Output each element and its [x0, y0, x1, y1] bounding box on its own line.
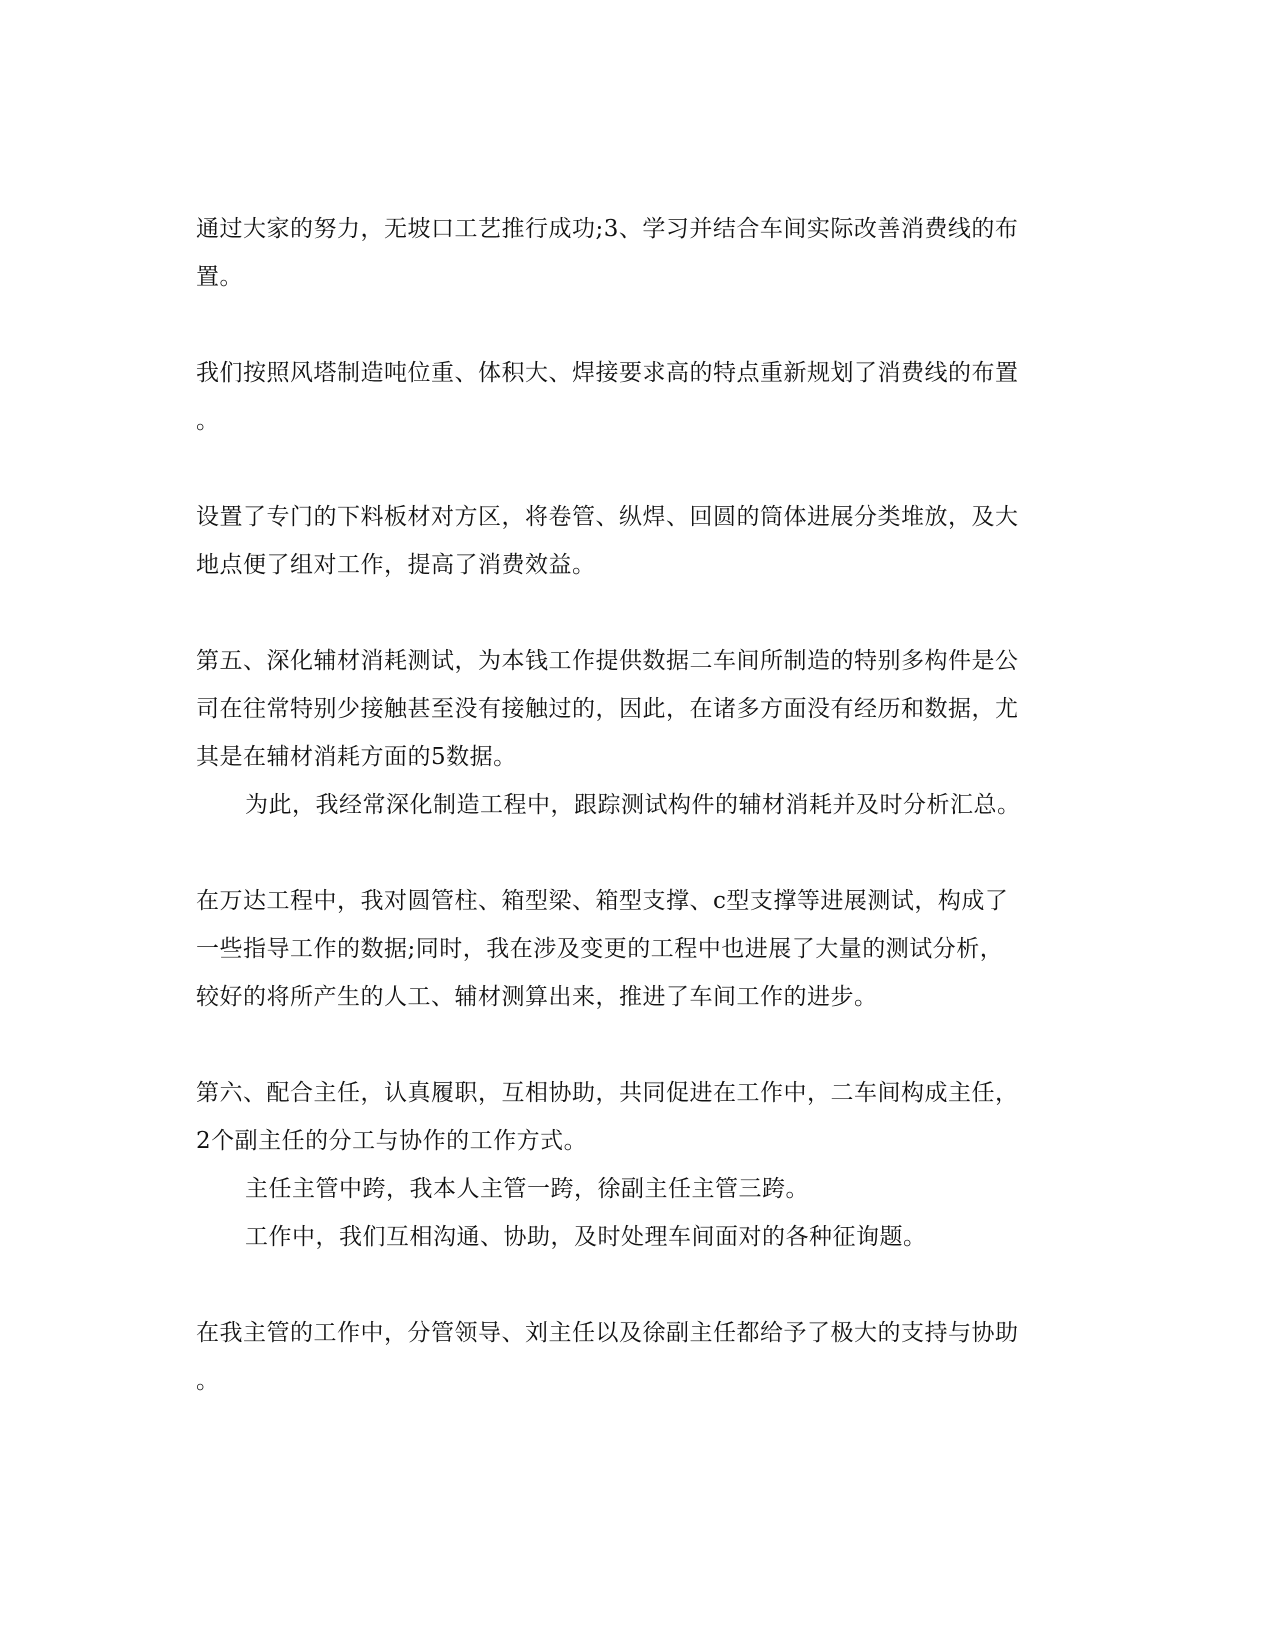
text-line: 其是在辅材消耗方面的5数据。: [196, 744, 517, 770]
paragraph-7: [196, 1069, 1076, 1165]
text-line: 为此，我经常深化制造工程中，跟踪测试构件的辅材消耗并及时分析汇总。: [245, 792, 1021, 818]
text-line: 设置了专门的下料板材对方区，将卷管、纵焊、回圆的筒体进展分类堆放，及大: [196, 504, 1019, 530]
text-line: 地点便了组对工作，提高了消费效益。: [196, 552, 596, 578]
text-line: 在我主管的工作中，分管领导、刘主任以及徐副主任都给予了极大的支持与协助: [196, 1320, 1019, 1346]
paragraph-2: [196, 349, 1076, 445]
text-line: 在万达工程中，我对圆管柱、箱型梁、箱型支撑、c型支撑等进展测试，构成了: [196, 888, 1009, 914]
text-line: 2个副主任的分工与协作的工作方式。: [196, 1128, 588, 1154]
paragraph-1: [196, 205, 1076, 301]
text-line: 司在往常特别少接触甚至没有接触过的，因此，在诸多方面没有经历和数据，尤: [196, 696, 1019, 722]
text-line: 。: [196, 408, 220, 434]
paragraph-3: [196, 493, 1076, 589]
paragraph-5: [196, 781, 1076, 829]
paragraph-9: [196, 1213, 1076, 1261]
text-line: 我们按照风塔制造吨位重、体积大、焊接要求高的特点重新规划了消费线的布置: [196, 360, 1019, 386]
text-line: 通过大家的努力，无坡口工艺推行成功;3、学习并结合车间实际改善消费线的布: [196, 216, 1019, 242]
text-line: 置。: [196, 264, 243, 290]
paragraph-4: [196, 637, 1076, 781]
text-line: 一些指导工作的数据;同时，我在涉及变更的工程中也进展了大量的测试分析，: [196, 936, 1004, 962]
paragraph-8: [196, 1165, 1076, 1213]
text-line: 较好的将所产生的人工、辅材测算出来，推进了车间工作的进步。: [196, 984, 878, 1010]
text-line: 主任主管中跨，我本人主管一跨，徐副主任主管三跨。: [245, 1176, 809, 1202]
text-line: 第五、深化辅材消耗测试，为本钱工作提供数据二车间所制造的特别多构件是公: [196, 648, 1019, 674]
text-line: 第六、配合主任，认真履职，互相协助，共同促进在工作中，二车间构成主任，: [196, 1080, 1019, 1106]
text-line: 工作中，我们互相沟通、协助，及时处理车间面对的各种征询题。: [245, 1224, 927, 1250]
document-body: [196, 205, 1076, 1405]
paragraph-6: [196, 877, 1076, 1021]
paragraph-10: [196, 1309, 1076, 1405]
text-line: 。: [196, 1368, 220, 1394]
